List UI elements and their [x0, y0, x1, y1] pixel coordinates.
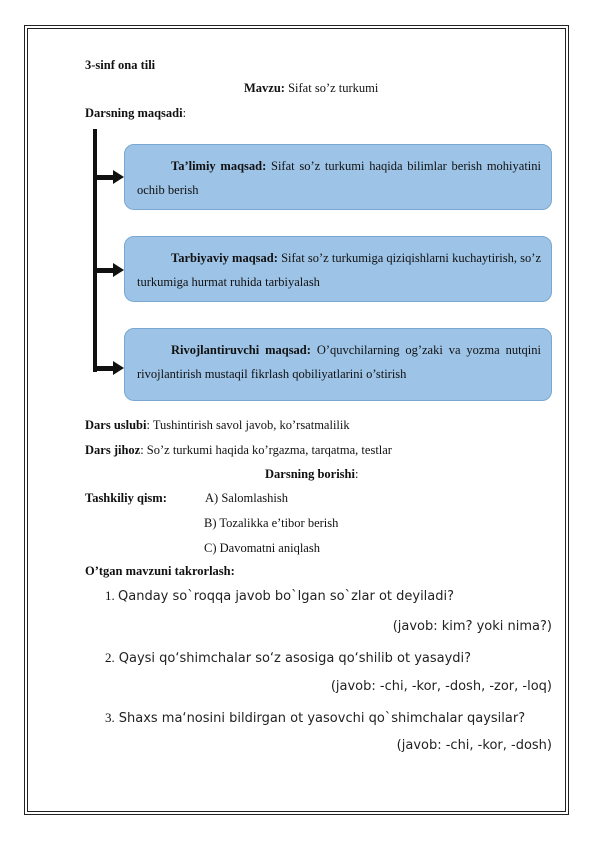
- class-subject-title: 3-sinf ona tili: [85, 58, 156, 72]
- review-question-2: [105, 649, 471, 667]
- organizational-item: B) Tozalikka e’tibor berish: [204, 516, 339, 530]
- question-text: Qanday so`roqqa javob bo`lgan so`zlar ot deyiladi?: [118, 589, 455, 604]
- organizational-label: Tashkiliy qism:: [85, 491, 167, 505]
- goal-arrow-3: [93, 366, 115, 371]
- topic-line: [244, 81, 378, 96]
- goal-text: Sifat so’z turkumiga qiziqishlarni kuchaytirish, so’z turkumiga hurmat ruhida tarbiyalash: [137, 251, 541, 289]
- goal-box-educational: [124, 144, 552, 210]
- question-number: 1.: [105, 588, 115, 603]
- goals-bracket-line: [93, 129, 97, 372]
- question-text: Shaxs ma‘nosini bildirgan ot yasovchi qo`shimchalar qaysilar?: [118, 711, 526, 726]
- goals-heading: Darsning maqsadi:: [85, 106, 187, 120]
- question-text: Qaysi qo‘shimchalar so‘z asosiga qo‘shilib ot yasaydi?: [118, 651, 472, 666]
- lesson-progress-heading: Darsning borishi:: [265, 467, 359, 481]
- goals-label: Darsning maqsadi: [85, 106, 183, 120]
- goal-text: Sifat so’z turkumi haqida bilimlar berish mohiyatini ochib berish: [137, 159, 541, 197]
- goal-arrow-head-2: [113, 263, 124, 277]
- goal-arrow-head-3: [113, 361, 124, 375]
- review-answer-3: (javob: -chi, -kor, -dosh): [396, 738, 552, 753]
- question-number: 2.: [105, 650, 115, 665]
- goal-box-upbringing: [124, 236, 552, 302]
- goal-label: Ta’limiy maqsad:: [171, 159, 267, 173]
- lesson-equipment: Dars jihoz: So’z turkumi haqida ko’rgazma, tarqatma, testlar: [85, 443, 392, 457]
- organizational-item: A) Salomlashish: [205, 491, 288, 505]
- lesson-method: Dars uslubi: Tushintirish savol javob, ko’rsatmalilik: [85, 418, 350, 432]
- goal-arrow-head-1: [113, 170, 124, 184]
- review-question-1: [105, 588, 454, 604]
- goal-label: Tarbiyaviy maqsad:: [171, 251, 278, 265]
- goal-arrow-1: [93, 175, 115, 180]
- goal-label: Rivojlantiruvchi maqsad:: [171, 343, 311, 357]
- goal-arrow-2: [93, 268, 115, 273]
- review-question-3: [105, 709, 525, 727]
- topic-label: Mavzu:: [244, 81, 285, 95]
- review-answer-2: (javob: -chi, -kor, -dosh, -zor, -loq): [330, 679, 552, 694]
- organizational-item: C) Davomatni aniqlash: [204, 541, 320, 555]
- review-heading: O’tgan mavzuni takrorlash:: [85, 564, 235, 578]
- question-number: 3.: [105, 710, 115, 725]
- topic-value: Sifat so’z turkumi: [284, 81, 379, 95]
- goal-text: O’quvchilarning og’zaki va yozma nutqini rivojlantirish mustaqil fikrlash qobiliyatlarini o’stirish: [137, 343, 541, 381]
- review-answer-1: (javob: kim? yoki nima?): [392, 619, 552, 634]
- goal-box-developmental: [124, 328, 552, 401]
